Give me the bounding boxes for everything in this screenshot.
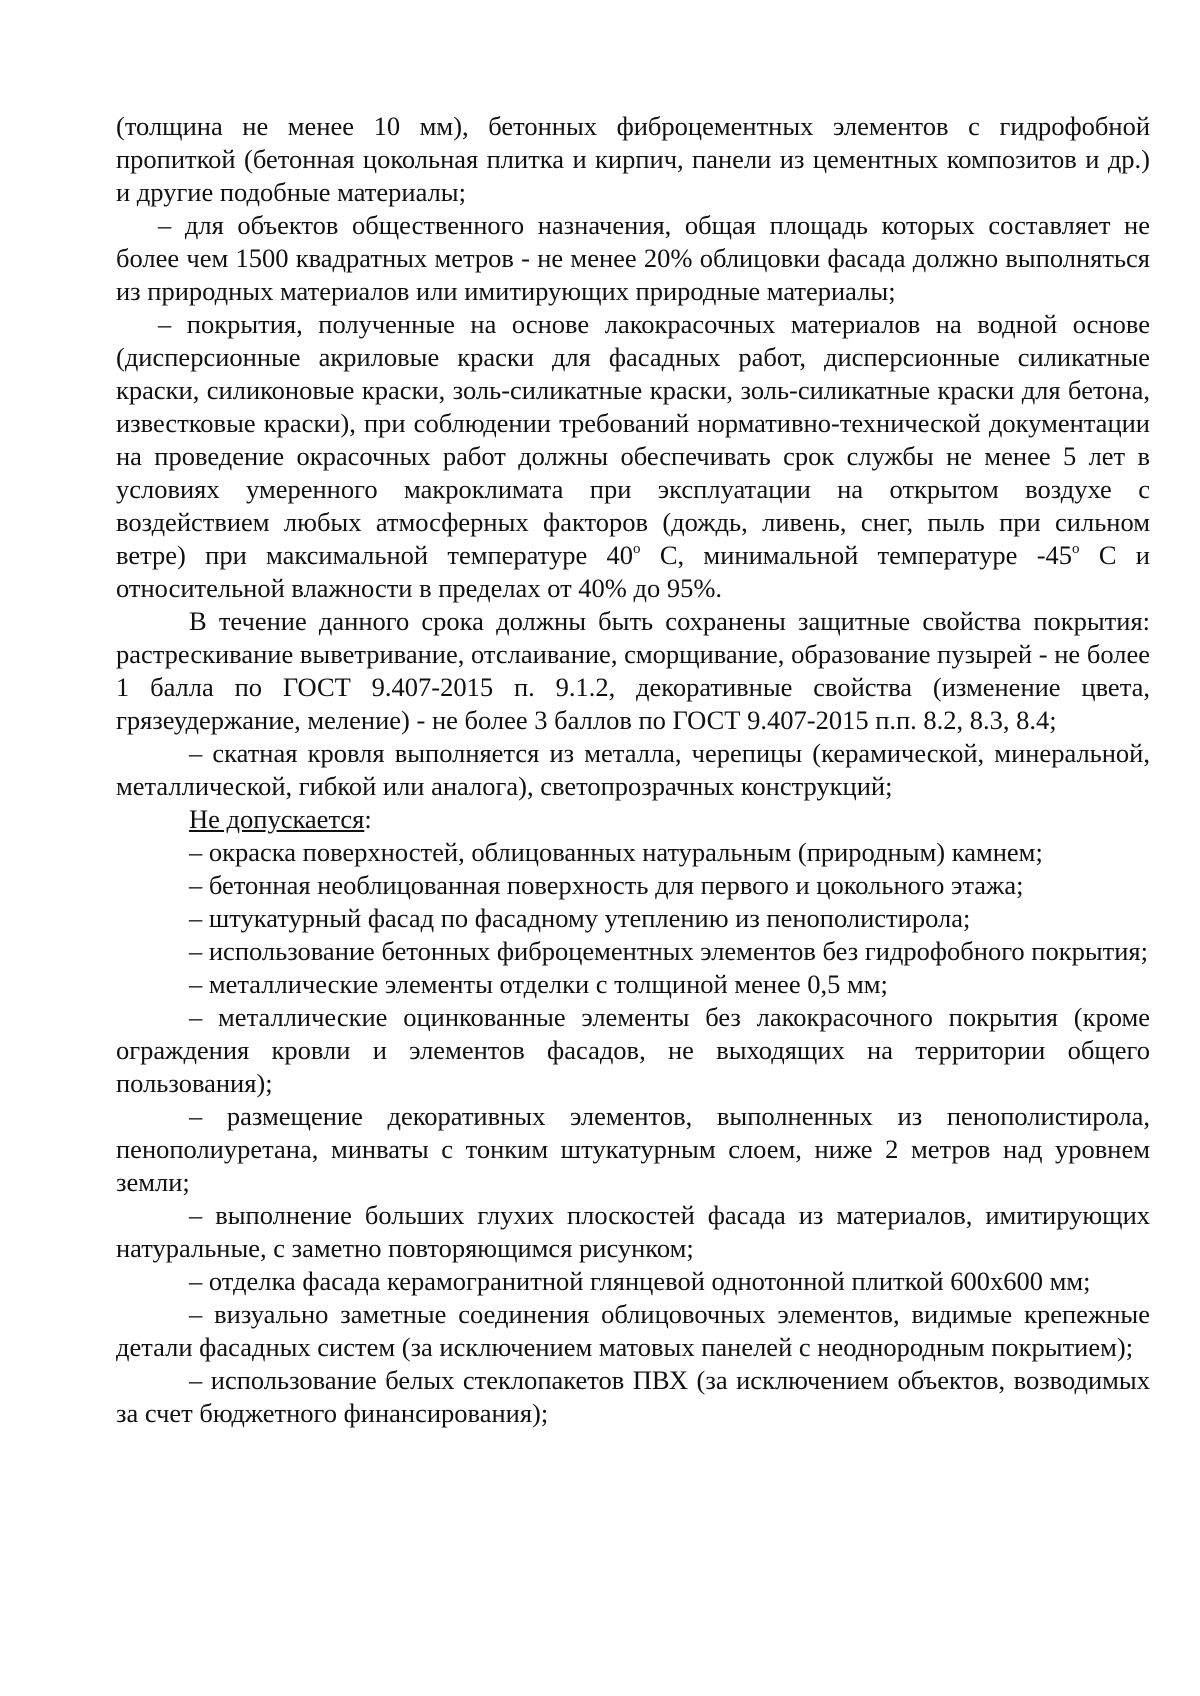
paint-coatings-text-part-2: С, минимальной температуре -45 [640,540,1073,570]
degree-sign: o [1072,541,1080,557]
list-item-white-pvc: – использование белых стеклопакетов ПВХ (за исключением объектов, возводимых за счет бюджетного финансирования); [116,1365,1150,1428]
paragraph-materials-continued: (толщина не менее 10 мм), бетонных фиброцементных элементов с гидрофобной пропиткой (бетонная цокольная плитка и кирпич, панели из цементных композитов и др.) и другие подобные материалы; [116,111,1150,207]
list-item-glossy-tiles: – отделка фасада керамогранитной глянцевой однотонной плиткой 600х600 мм; [189,1266,1091,1296]
heading-colon: : [364,804,372,834]
document-page [116,110,1150,1430]
list-item-stone-painting: – окраска поверхностей, облицованных натуральным (природным) камнем; [189,837,1043,867]
list-item-visible-joints: – визуально заметные соединения облицовочных элементов, видимые крепежные детали фасадных систем (за исключением матовых панелей с неоднородным покрытием); [116,1299,1150,1362]
paint-coatings-text-part-1: – покрытия, полученные на основе лакокрасочных материалов на водной основе (дисперсионные акриловые краски для фасадных работ, дисперсионные силикатные краски, силиконовые краски, золь-силикатные краски, золь-силикатные краски для бетона, известковые краски), при соблюдении требований нормативно-технической документации на проведение окрасочных работ должны обеспечивать срок службы не менее 5 лет в условиях умеренного макроклимата при эксплуатации на открытом воздухе с воздействием любых атмосферных факторов (дождь, ливень, снег, пыль при сильном ветре) при максимальной температуре 40 [116,309,1150,570]
list-item-galvanized-metal: – металлические оцинкованные элементы без лакокрасочного покрытия (кроме ограждения кровли и элементов фасадов, не выходящих на территории общего пользования); [116,1002,1150,1098]
degree-sign: o [633,541,641,557]
paint-coatings-text-part-3: С и относительной влажности в пределах от 40% до 95%. [116,540,1150,603]
paragraph-not-allowed-heading [116,803,1150,836]
list-item-fiber-cement: – использование бетонных фиброцементных элементов без гидрофобного покрытия; [189,936,1148,966]
list-item-bare-concrete: – бетонная необлицованная поверхность для первого и цокольного этажа; [189,870,1024,900]
paragraph-paint-coatings [116,308,1150,605]
not-allowed-heading: Не допускается [189,804,365,834]
list-item-blank-planes: – выполнение больших глухих плоскостей фасада из материалов, имитирующих натуральные, с заметно повторяющимся рисунком; [116,1200,1150,1263]
paragraph-public-buildings: – для объектов общественного назначения, общая площадь которых составляет не более чем 1500 квадратных метров - не менее 20% облицовки фасада должно выполняться из природных материалов или имитирующих природные материалы; [116,210,1150,306]
list-item-thin-metal: – металлические элементы отделки с толщиной менее 0,5 мм; [189,969,888,999]
list-item-plaster-facade: – штукатурный фасад по фасадному утеплению из пенополистирола; [189,903,971,933]
paragraph-pitched-roof: – скатная кровля выполняется из металла, черепицы (керамической, минеральной, металлической, гибкой или аналога), светопрозрачных конструкций; [116,738,1150,801]
list-item-decorative-elements: – размещение декоративных элементов, выполненных из пенополистирола, пенополиуретана, минваты с тонким штукатурным слоем, ниже 2 метров над уровнем земли; [116,1101,1150,1197]
paragraph-service-life: В течение данного срока должны быть сохранены защитные свойства покрытия: растрескивание выветривание, отслаивание, сморщивание, образование пузырей - не более 1 балла по ГОСТ 9.407-2015 п. 9.1.2, декоративные свойства (изменение цвета, грязеудержание, меление) - не более 3 баллов по ГОСТ 9.407-2015 п.п. 8.2, 8.3, 8.4; [116,606,1150,735]
